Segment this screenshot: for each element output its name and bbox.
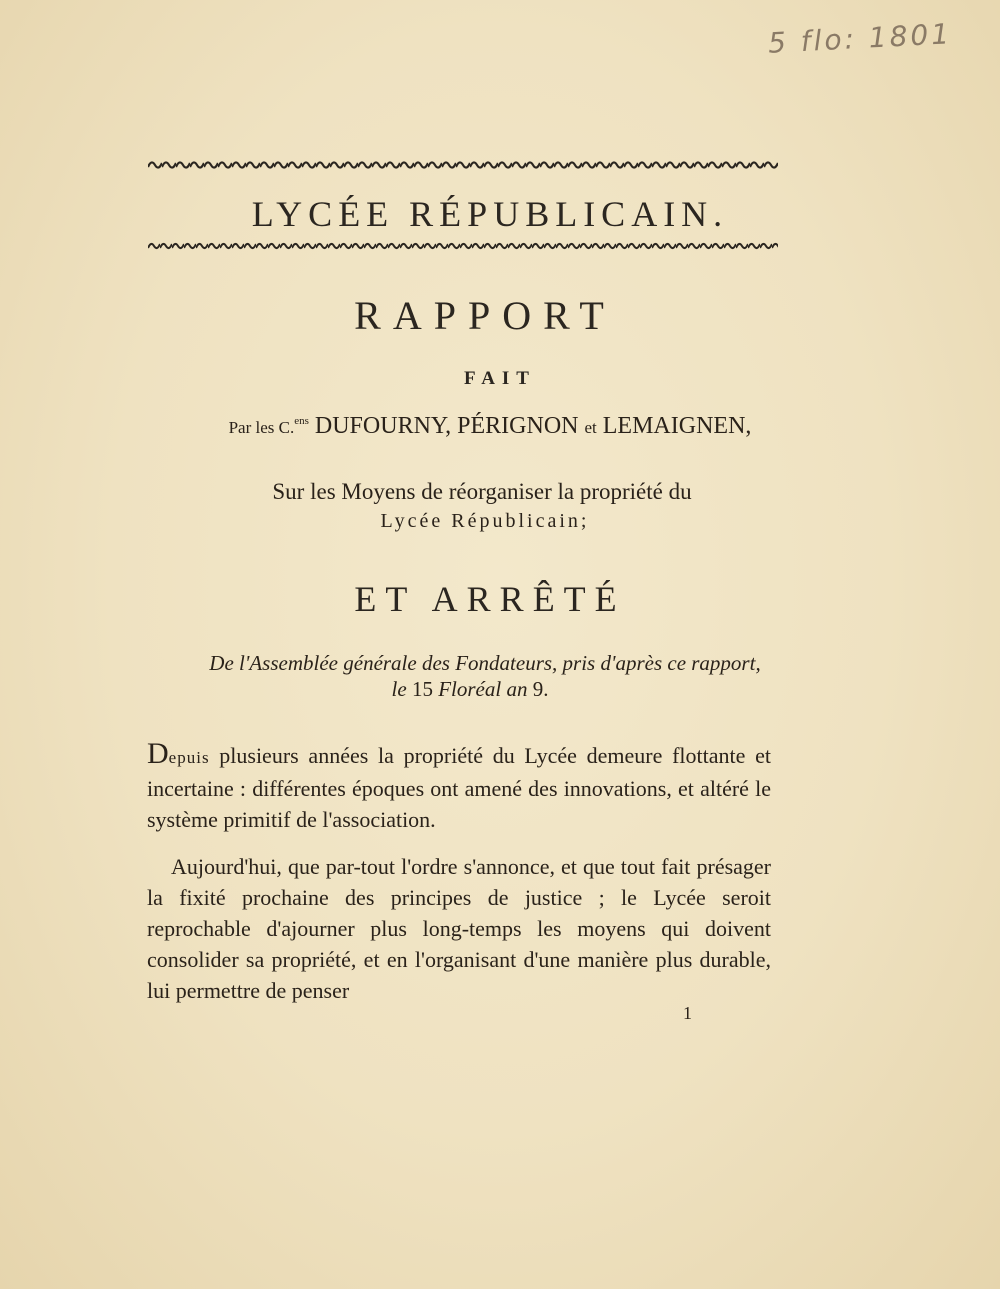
dropcap-smallcaps: epuis [168,748,210,767]
fait-label: FAIT [464,368,536,389]
rapport-heading: RAPPORT [354,293,616,338]
handwritten-annotation: 5 flo: 1801 [767,17,953,60]
date-year: 9. [532,677,549,701]
date-day: 15 [411,677,433,701]
assemblee-line: De l'Assemblée générale des Fondateurs, pris d'après ce rapport, [209,651,761,675]
par-et: et [584,418,597,437]
page-number: 1 [683,1003,692,1023]
date-line [0,677,970,702]
authors-names-2: LEMAIGNEN, [602,413,752,439]
par-sup: ens [294,415,309,427]
main-title: LYCÉE RÉPUBLICAIN. [251,194,729,234]
paragraph-1-text: plusieurs années la propriété du Lycée demeure flottante et incertaine : différentes époques ont amené des innovations, et altéré le système primitif de l'association. [147,743,771,832]
dropcap: D [147,737,169,770]
subject-line: Sur les Moyens de réorganiser la propriété du [272,479,692,504]
ornament-bottom [148,240,778,254]
paragraph-1 [147,738,771,835]
authors-line [0,413,990,440]
paragraph-2: Aujourd'hui, que par-tout l'ordre s'annonce, et que tout fait présager la fixité prochaine des principes de justice ; le Lycée seroit reprochable d'ajourner plus long-temps les moyens qui doivent consolider sa propriété, et en l'organisant d'une manière plus durable, lui permettre de penser [147,854,771,1003]
ornament-top [148,158,778,172]
subject-lycee: Lycée Républicain; [380,510,590,532]
date-floreal: Floréal an [438,677,528,701]
date-le: le [391,677,407,701]
authors-names-1: DUFOURNY, PÉRIGNON [314,413,579,439]
et-arrete-heading: ET ARRÊTÉ [354,579,626,619]
par-prefix: Par les C. [228,418,295,437]
